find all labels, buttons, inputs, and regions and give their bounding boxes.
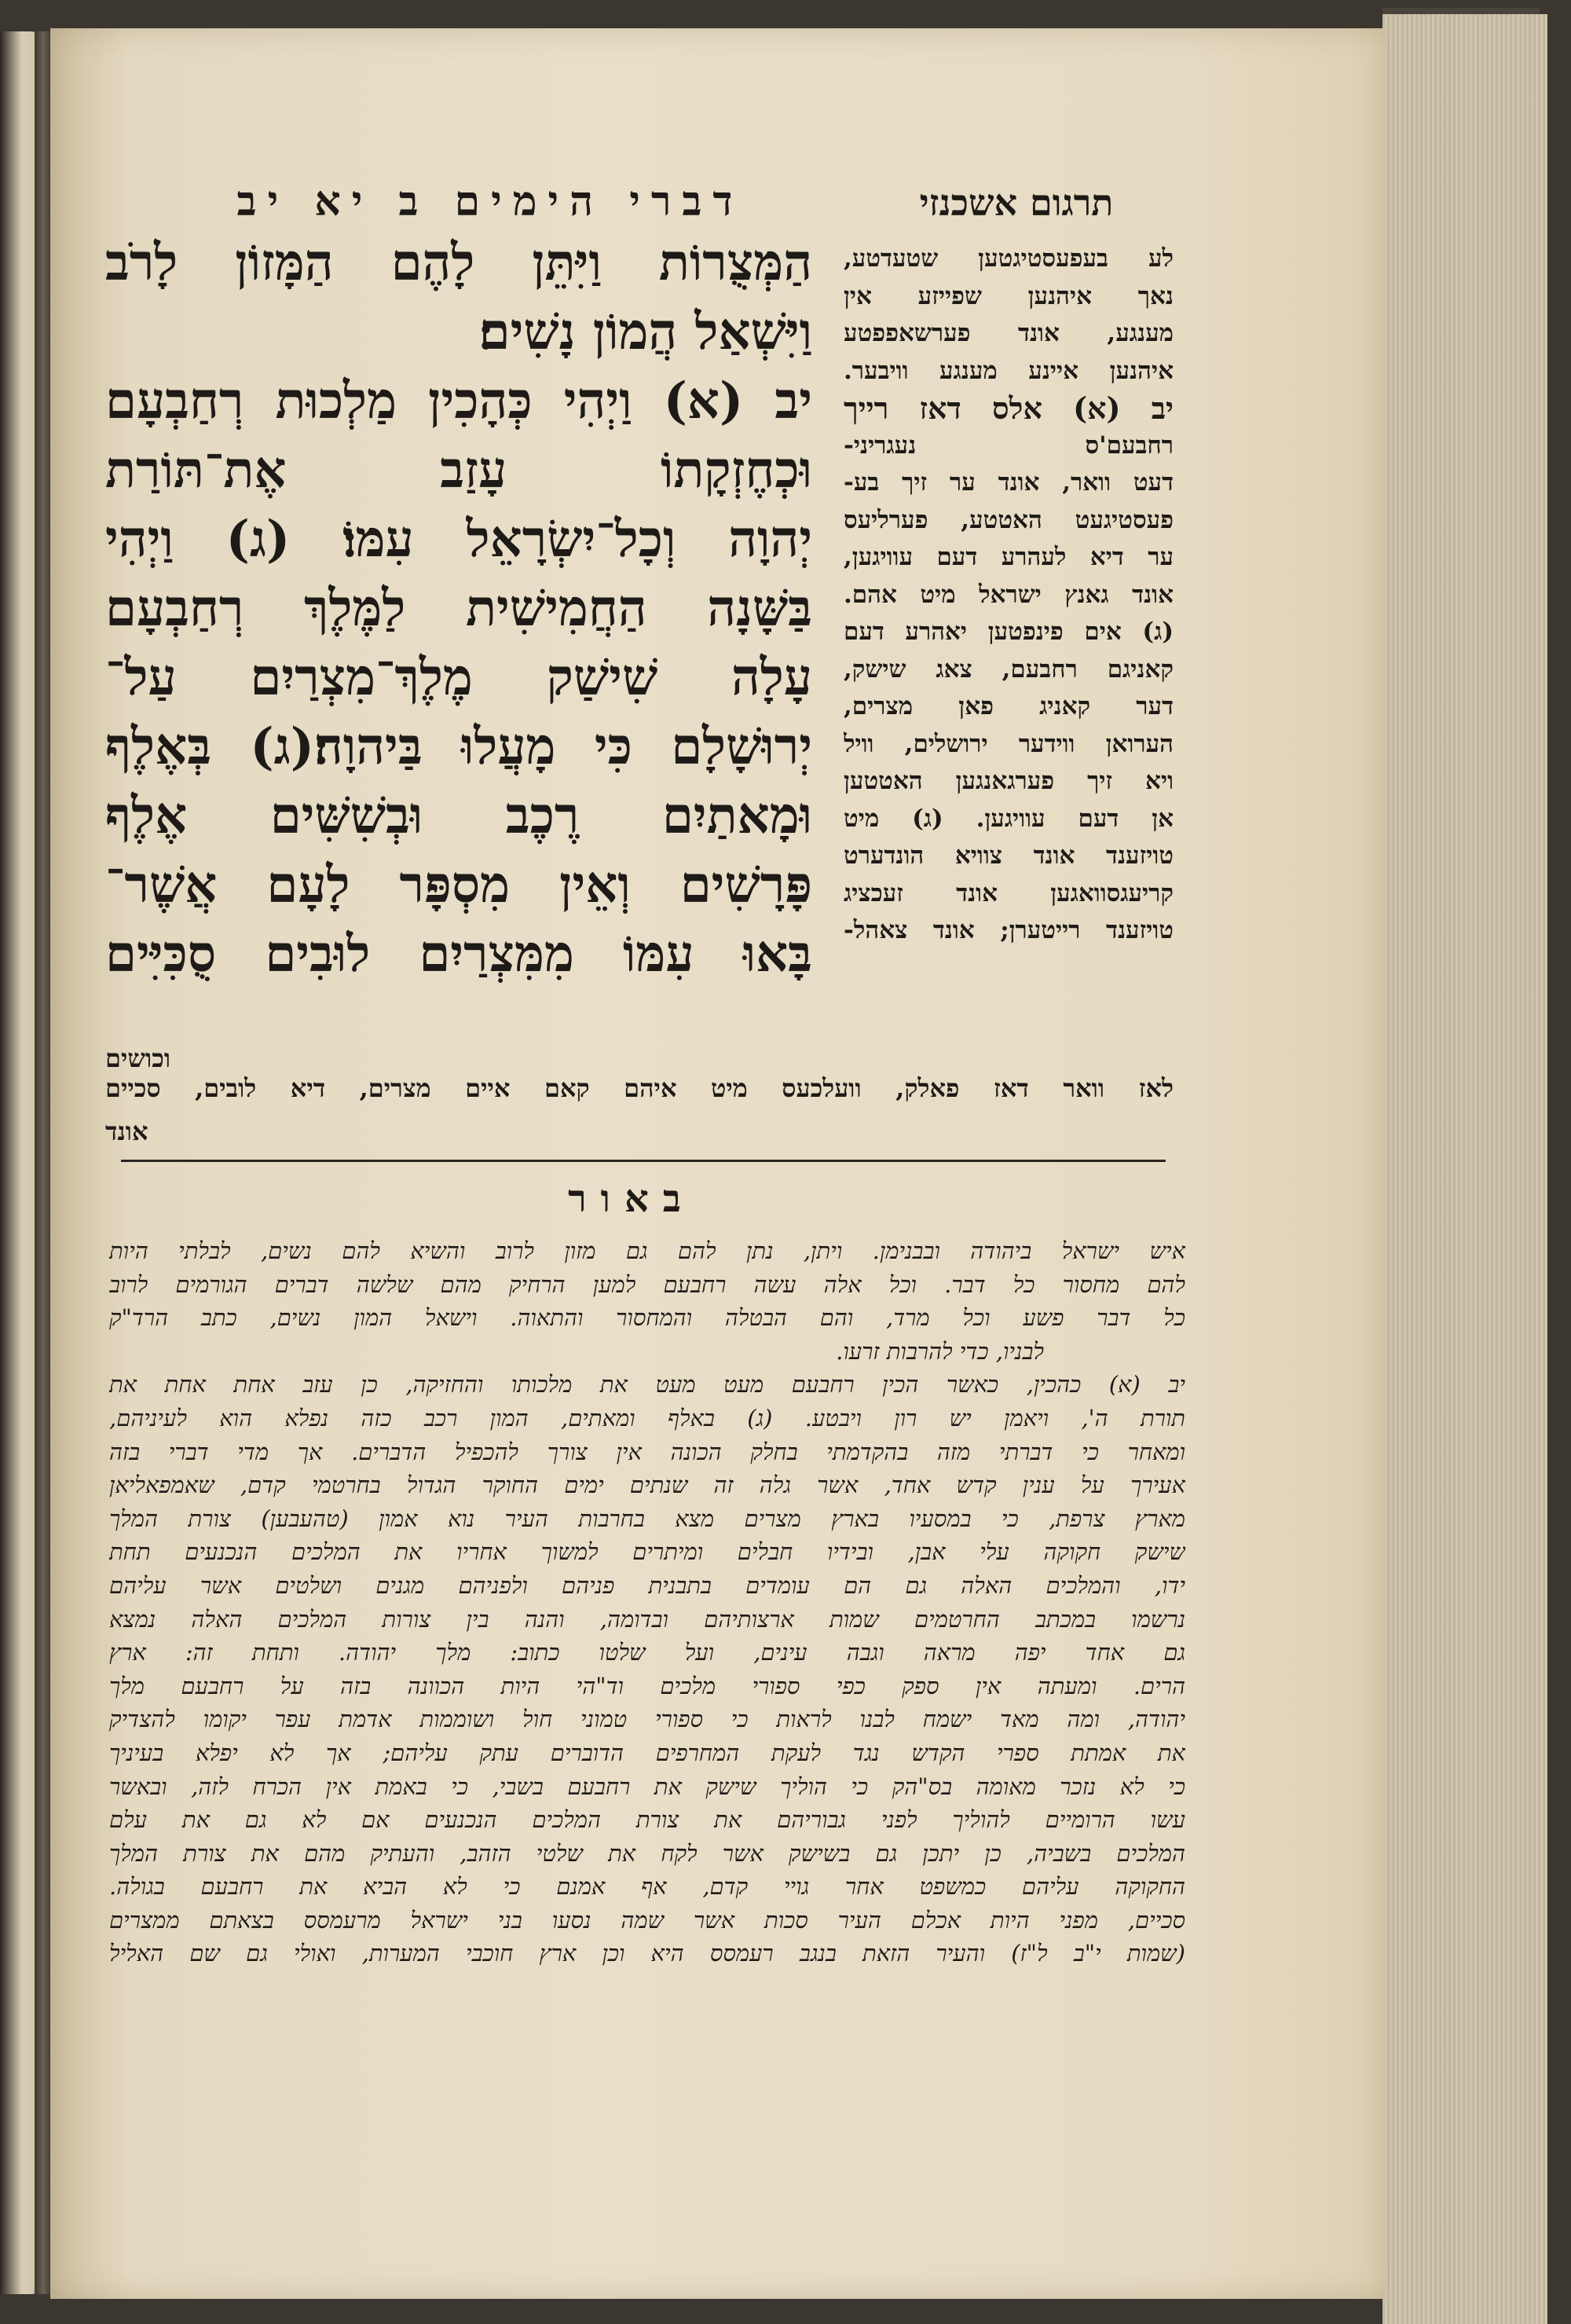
main-text-line: יְהוָה וְכָל־יִשְׂרָאֵל עִמּוֹ׃ (ג) וַיְהִי <box>105 510 812 569</box>
main-text-line: וּכְחֶזְקָתוֹ עָזַב אֶת־תּוֹרַת <box>105 441 812 500</box>
commentary-text <box>109 1234 1185 2083</box>
main-text-line: עָלָה שִׁישַׁק מֶלֶךְ־מִצְרַיִם עַל־ <box>105 648 812 707</box>
targum-line: אן דעם עוויגען. (ג) מיט <box>844 804 1174 833</box>
commentary-title: באור <box>568 1177 695 1221</box>
commentary-line: יב (א) כהכין, כאשר הכין רחבעם מעט מעט את מלכותו והחזיקה, כן עזב אחת אחת את <box>109 1371 1185 1398</box>
targum-line: דער קאניג פאן מצרים, <box>844 692 1174 720</box>
main-text-line: יב (א) וַיְהִי כְּהָכִין מַלְכוּת רְחַבְעָם <box>105 372 812 431</box>
targum-line: לע בעפעסטיגטען שטעדטע, <box>844 244 1174 273</box>
main-text-line: וַיִּשְׁאַל הֲמוֹן נָשִׁים׃ <box>478 302 812 361</box>
section-divider <box>121 1160 1166 1162</box>
targum-line: ער דיא לעהרע דעם עוויגען, <box>844 543 1174 571</box>
targum-line: דעט וואר, אונד ער זיך בע- <box>844 468 1174 497</box>
facing-page-edge <box>0 31 39 2294</box>
targum-line: יב (א) אלס דאז רייך <box>844 390 1174 426</box>
commentary-line: כל דבר פשע וכל מרד, והם הבטלה והמחסור והתאוה. וישאל המון נשים, כתב הרד"ק <box>109 1304 1185 1332</box>
targum-line: קריעגסוואגען אונד זעכציג <box>844 878 1174 907</box>
commentary-line: להם מחסור כל דבר. וכל אלה עשה רחבעם למען הרחיק מהם שלשה דברים הגורמים לרוב <box>109 1270 1185 1298</box>
commentary-line: מארץ צרפת, כי במסעיו בארץ מצרים מצא בחרבות העיר נוא אמון (טהעבען) צורת המלך <box>109 1505 1185 1532</box>
targum-full-width-line: לאז וואר דאז פאלק, וועלכעס מיט איהם קאם איים מצרים, דיא לובים, סכיים <box>105 1073 1174 1103</box>
targum-line: רחבעם'ס נעגריני- <box>844 431 1174 460</box>
targum-line: (ג) אים פינפטען יאהרע דעם <box>844 618 1174 646</box>
running-title: דברי הימים ב יא יב <box>236 178 744 225</box>
commentary-line: סכיים, מפני היות אכלם העיר סכות אשר שמה נסעו בני ישראל מרעמסס בצאתם ממצרים <box>109 1906 1185 1934</box>
targum-line: קאניגם רחבעם, צאג שישק, <box>844 654 1174 684</box>
commentary-line: את אמתת ספרי הקדש נגד לעקת המחרפים הדוברים עתק עליהם; אך לא יפלא בעיניך <box>109 1739 1185 1766</box>
commentary-line: נרשמו במכתב החרטמים שמות ארצותיהם ובדומה, והנה בין צורות המלכים האלה נמצא <box>109 1605 1185 1633</box>
commentary-line: המלכים בשביה, כן יתכן גם בשישק אשר לקח את שלטי הזהב, והעתיק מהם את צורת המלך <box>109 1839 1185 1867</box>
main-text-line: וּמָאתַיִם רֶכֶב וּבְשִׁשִּׁים אֶלֶף <box>105 786 812 845</box>
targum-line: טויזענד רייטערן; אונד צאהל- <box>844 916 1174 944</box>
commentary-line: תורת ה', ויאמן יש רון ויבטע. (ג) באלף ומאתים, המון רכב כזה נפלא הוא לעיניהם, <box>109 1404 1185 1431</box>
targum-line: טויזענד אונד צוויא הונדערט <box>844 841 1174 870</box>
book-page <box>50 28 1386 2299</box>
commentary-line: שישק חקוקה עלי אבן, ובידיו חבלים ומיתרים למשוך אחריו את המלכים הנכנעים תחת <box>109 1538 1185 1566</box>
targum-line: נאך איהנען שפייזע אין <box>844 281 1174 310</box>
commentary-line: יהודה, ומה מאד ישמח לבנו לראות כי ספורי טמוני חול ושוממות אדמת עפר יקומו להצדיק <box>109 1706 1185 1733</box>
main-text-line: הַמְּצֻרוֹת וַיִּתֵּן לָהֶם הַמָּזוֹן לָרֹב <box>105 233 812 292</box>
commentary-line: החקוקה עליהם כמשפט אחר גויי קדם, אף אמנם כי לא הביא את רחבעם בגולה. <box>109 1873 1185 1901</box>
commentary-line: אעירך על ענין קדש אחד, אשר גלה זה שנתים ימים החוקר הגדול בחרטמי קדם, שאמפאליאן <box>109 1472 1185 1499</box>
commentary-line: ידו, והמלכים האלה גם הם עומדים בתבנית פניהם ולפניהם מגנים ושלטים אשר עליהם <box>109 1571 1185 1599</box>
targum-title: תרגום אשכנזי <box>919 181 1114 224</box>
targum-line: הערואן ווידער ירושלים, וויל <box>844 729 1174 758</box>
commentary-line: עשו הרומיים להוליך לפני גבוריהם את צורת המלכים הנכנעים אם לא גם את עלם <box>109 1806 1185 1834</box>
targum-column <box>844 240 1174 1073</box>
main-text-line: בָּאוּ עִמּוֹ מִמִּצְרַיִם לוּבִים סֻכִּיִּים <box>105 925 812 984</box>
targum-line: איהנען איינע מענגע וויבער. <box>844 356 1174 385</box>
book-gutter <box>35 31 52 2294</box>
page-stack-edge <box>1382 14 1547 2324</box>
commentary-line: גם אחד יפה מראה וגבה עינים, ועל שלטו כתוב: מלך יהודה. ותחת זה: ארץ <box>109 1639 1185 1666</box>
main-text-line: פָּרָשִׁים וְאֵין מִסְפָּר לָעָם אֲשֶׁר־ <box>105 856 812 915</box>
commentary-line: הרים. ומעתה אין ספק כפי ספורי מלכים וד"הי היות הכוונה בזה על רחבעם מלך <box>109 1672 1185 1699</box>
commentary-line: ומאחר כי דברתי מזה בהקדמתי בחלק הכונה אין צורך להכפיל הדברים. אך מדי דברי בזה <box>109 1438 1185 1465</box>
commentary-line: כי לא נזכר מאומה בס"הק כי הוליך שישק את רחבעם בשבי, כי באמת אין הכרח לזה, ובאשר <box>109 1772 1185 1800</box>
main-text-line: יְרוּשָׁלָם כִּי מָעֲלוּ בַּיהוָה׃(ג) בְּאֶלֶף <box>105 717 812 776</box>
targum-line: פעסטיגעט האטטע, פערליעס <box>844 505 1174 534</box>
main-text-line: בַּשָּׁנָה הַחֲמִישִׁית לַמֶּלֶךְ רְחַבְעָם <box>105 579 812 638</box>
targum-line: אונד גאנץ ישראל מיט אהם. <box>844 580 1174 609</box>
commentary-line: לבניו, כדי להרבות זרעו. <box>836 1337 1044 1365</box>
commentary-line: איש ישראל ביהודה ובבנימן. ויתן, נתן להם גם מזון לרוב והשיא להם נשים, לבלתי היות <box>109 1237 1185 1264</box>
commentary-line: (שמות י"ב ל"ז) והעיר הזאת בנגב רעמסס היא וכן ארץ חוכבי המערות, ואולי גם שם האליל <box>109 1940 1185 1967</box>
targum-catchword: אונד <box>105 1116 148 1146</box>
main-biblical-text <box>105 229 812 1061</box>
targum-line: מענגע, אונד פערשאפפטע <box>844 319 1174 347</box>
main-text-catchword: וכושים <box>105 1043 171 1073</box>
targum-line: ויא זיך פערגאנגען האטטען <box>844 767 1174 795</box>
